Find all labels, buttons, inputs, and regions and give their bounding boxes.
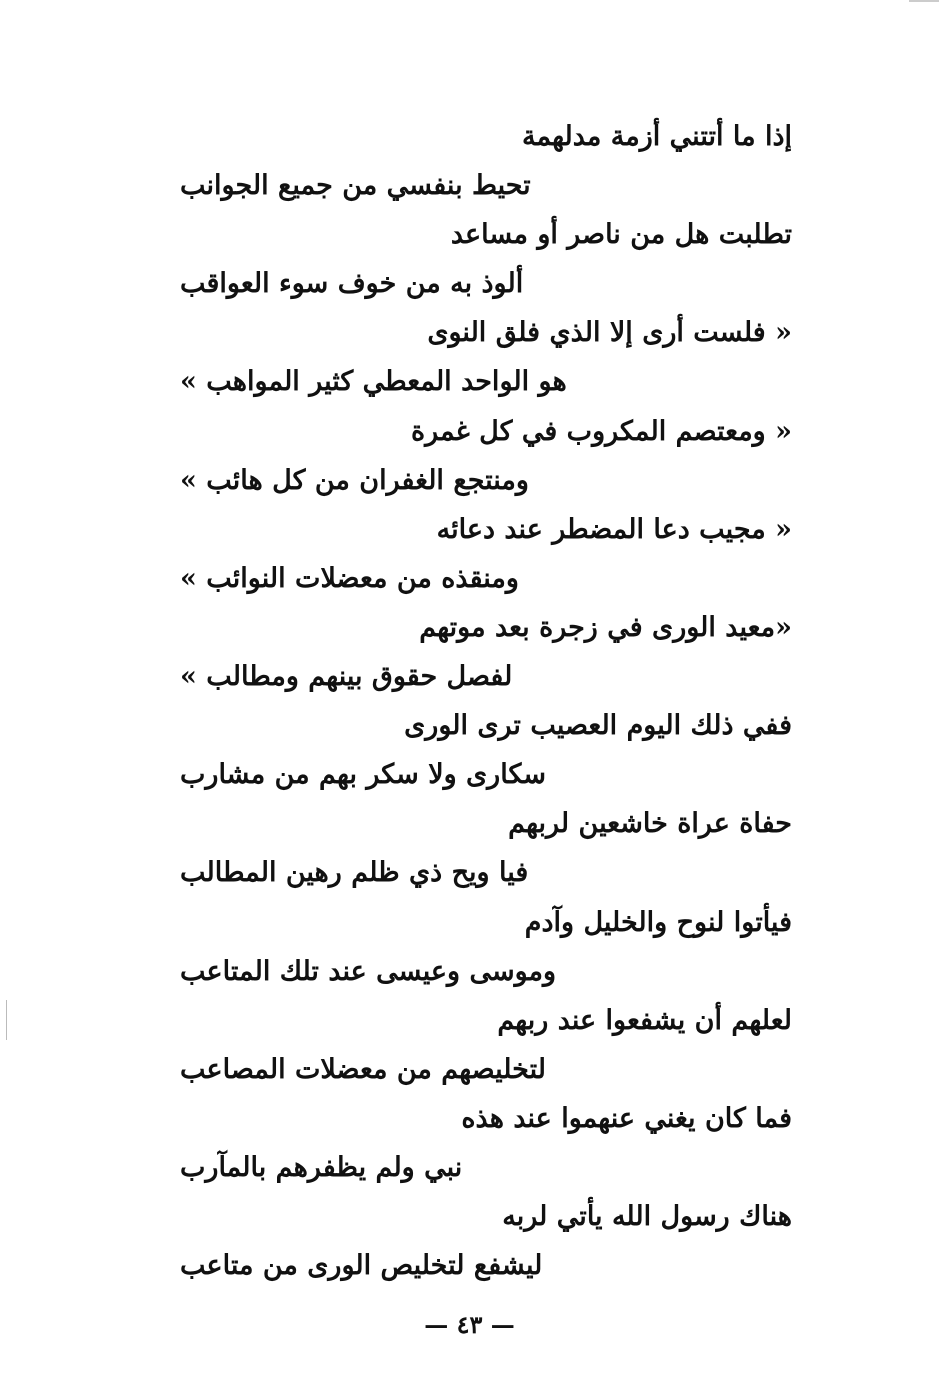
verse-line: لفصل حقوق بينهم ومطالب » [180,661,513,693]
verse-line: «معيد الورى في زجرة بعد موتهم [419,611,792,643]
verse-line: لعلهم أن يشفعوا عند ربهم [497,1004,792,1036]
verse-line: « فلست أرى إلا الذي فلق النوى [427,317,792,349]
verse-line: تحيط بنفسي من جميع الجوانب [180,170,531,202]
verse-line: ليشفع لتخليص الورى من متاعب [180,1250,543,1282]
verse-line: هناك رسول الله يأتي لربه [502,1201,792,1233]
verse-line: نبي ولم يظفرهم بالمآرب [180,1151,463,1183]
verse-line: « مجيب دعا المضطر عند دعائه [436,513,792,545]
verse-line: تطلبت هل من ناصر أو مساعد [450,219,792,251]
verse-line: ففي ذلك اليوم العصيب ترى الورى [404,710,792,742]
scan-edge-mark [6,1000,7,1040]
verse-line: هو الواحد المعطي كثير المواهب » [180,366,567,398]
verse-line: لتخليصهم من معضلات المصاعب [180,1053,546,1085]
verse-line: « ومعتصم المكروب في كل غمرة [410,415,792,447]
verse-line: حفاة عراة خاشعين لربهم [508,808,792,840]
verse-line: سكارى ولا سكر بهم من مشارب [180,759,546,791]
verse-line: فيا ويح ذي ظلم رهين المطالب [180,857,529,889]
verse-line: فما كان يغني عنهموا عند هذه [461,1102,792,1134]
verse-line: وموسى وعيسى عند تلك المتاعب [180,955,557,987]
page-number: — ٤٣ — [424,1310,515,1339]
verse-line: فيأتوا لنوح والخليل وآدم [524,906,792,938]
verse-line: إذا ما أتتني أزمة مدلهمة [522,121,792,152]
poem-body [180,112,792,1290]
verse-line: ألوذ به من خوف سوء العواقب [180,268,524,300]
scan-corner-mark [909,0,939,14]
verse-line: ومنتجع الغفران من كل هائب » [180,464,529,496]
verse-line: ومنقذه من معضلات النوائب » [180,562,519,594]
